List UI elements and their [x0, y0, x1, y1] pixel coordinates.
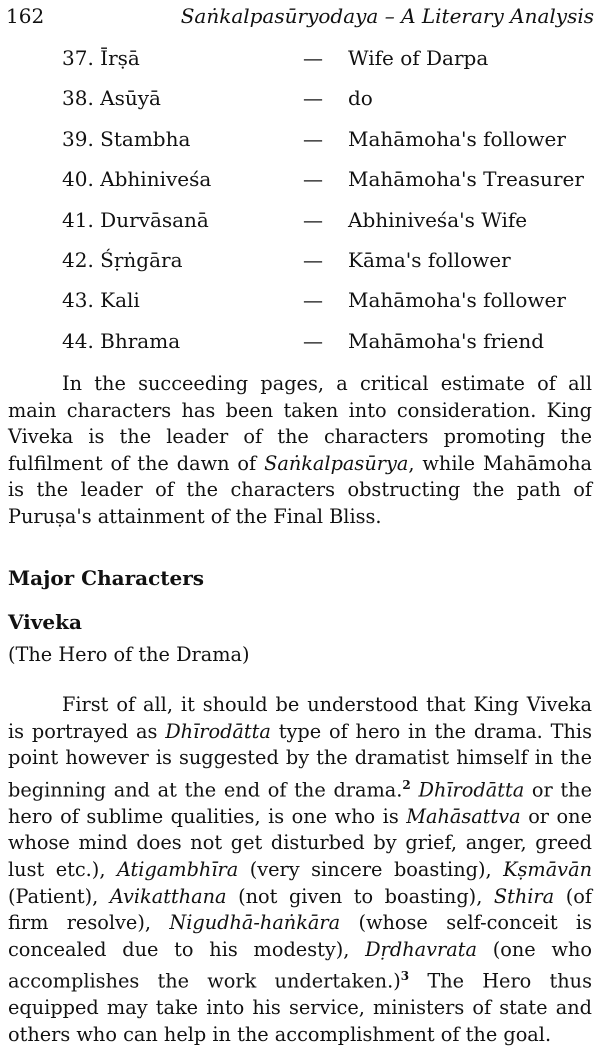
character-description: Mahāmoha's follower	[348, 288, 566, 313]
em-dash: —	[303, 207, 323, 232]
character-name: 40. Abhiniveśa	[62, 167, 212, 192]
subsection-subtitle: (The Hero of the Drama)	[8, 643, 250, 666]
character-description: do	[348, 86, 373, 111]
character-name: 44. Bhrama	[62, 328, 181, 353]
list-item	[0, 123, 600, 163]
em-dash: —	[303, 328, 323, 353]
em-dash: —	[303, 167, 323, 192]
em-dash: —	[303, 46, 323, 70]
em-dash: —	[303, 86, 323, 111]
character-description: Kāma's follower	[348, 247, 511, 272]
list-item	[0, 244, 600, 284]
list-item	[0, 325, 600, 365]
character-name: 41. Durvāsanā	[62, 207, 209, 232]
subsection-heading: Viveka	[8, 610, 82, 634]
list-item	[0, 284, 600, 324]
character-description: Wife of Darpa	[348, 46, 489, 70]
body-paragraph: First of all, it should be understood that King Viveka is portrayed as Dhīrodātta type of hero in the drama. This point however is suggested by the dramatist himself in the beginning and at the end of the drama.$^2$ Dhīrodātta or the hero of sublime qualities, is one who is Mahāsattva or one whose mind does not get disturbed by grief, anger, greed lust etc.), Atigambhīra (very sincere boasting), Kṣmāvān (Patient), Avikatthana (not given to boasting), Sthira (of firm resolve), Nigudhā-haṅkāra (whose self-conceit is concealed due to his modesty), Dṛdhavrata (one who accomplishes the work undertaken.)$^3$ The Hero thus equipped may take into his service, ministers of state and others who can help in the accomplishment of the goal.	[8, 693, 592, 1046]
list-item	[0, 163, 600, 203]
character-description: Mahāmoha's friend	[348, 328, 545, 353]
intro-paragraph: In the succeeding pages, a critical estimate of all main characters has been taken into consideration. King Viveka is the leader of the characters promoting the fulfilment of the dawn of Saṅkalpasūrya, while Mahāmoha is the leader of the characters obstructing the path of Puruṣa's attainment of the Final Bliss.	[8, 372, 592, 528]
list-item	[0, 42, 600, 82]
character-description: Abhiniveśa's Wife	[348, 207, 528, 232]
character-name: 39. Stambha	[62, 126, 191, 151]
list-item	[0, 82, 600, 122]
character-name: 42. Śṛṅgāra	[62, 247, 183, 272]
character-list	[0, 42, 600, 365]
character-description: Mahāmoha's Treasurer	[348, 167, 584, 192]
page-number: 162	[6, 4, 45, 28]
section-heading: Major Characters	[8, 566, 205, 590]
em-dash: —	[303, 247, 323, 272]
character-name: 43. Kali	[62, 288, 140, 313]
em-dash: —	[303, 288, 323, 313]
character-description: Mahāmoha's follower	[348, 126, 566, 151]
em-dash: —	[303, 126, 323, 151]
character-name: 37. Īrṣā	[62, 46, 140, 70]
footnote-marker[interactable]: 3	[400, 969, 410, 984]
character-name: 38. Asūyā	[62, 86, 161, 111]
list-item	[0, 204, 600, 244]
running-title: Saṅkalpasūryodaya – A Literary Analysis	[180, 4, 594, 28]
running-header	[6, 4, 594, 32]
footnote-marker[interactable]: 2	[402, 777, 411, 792]
